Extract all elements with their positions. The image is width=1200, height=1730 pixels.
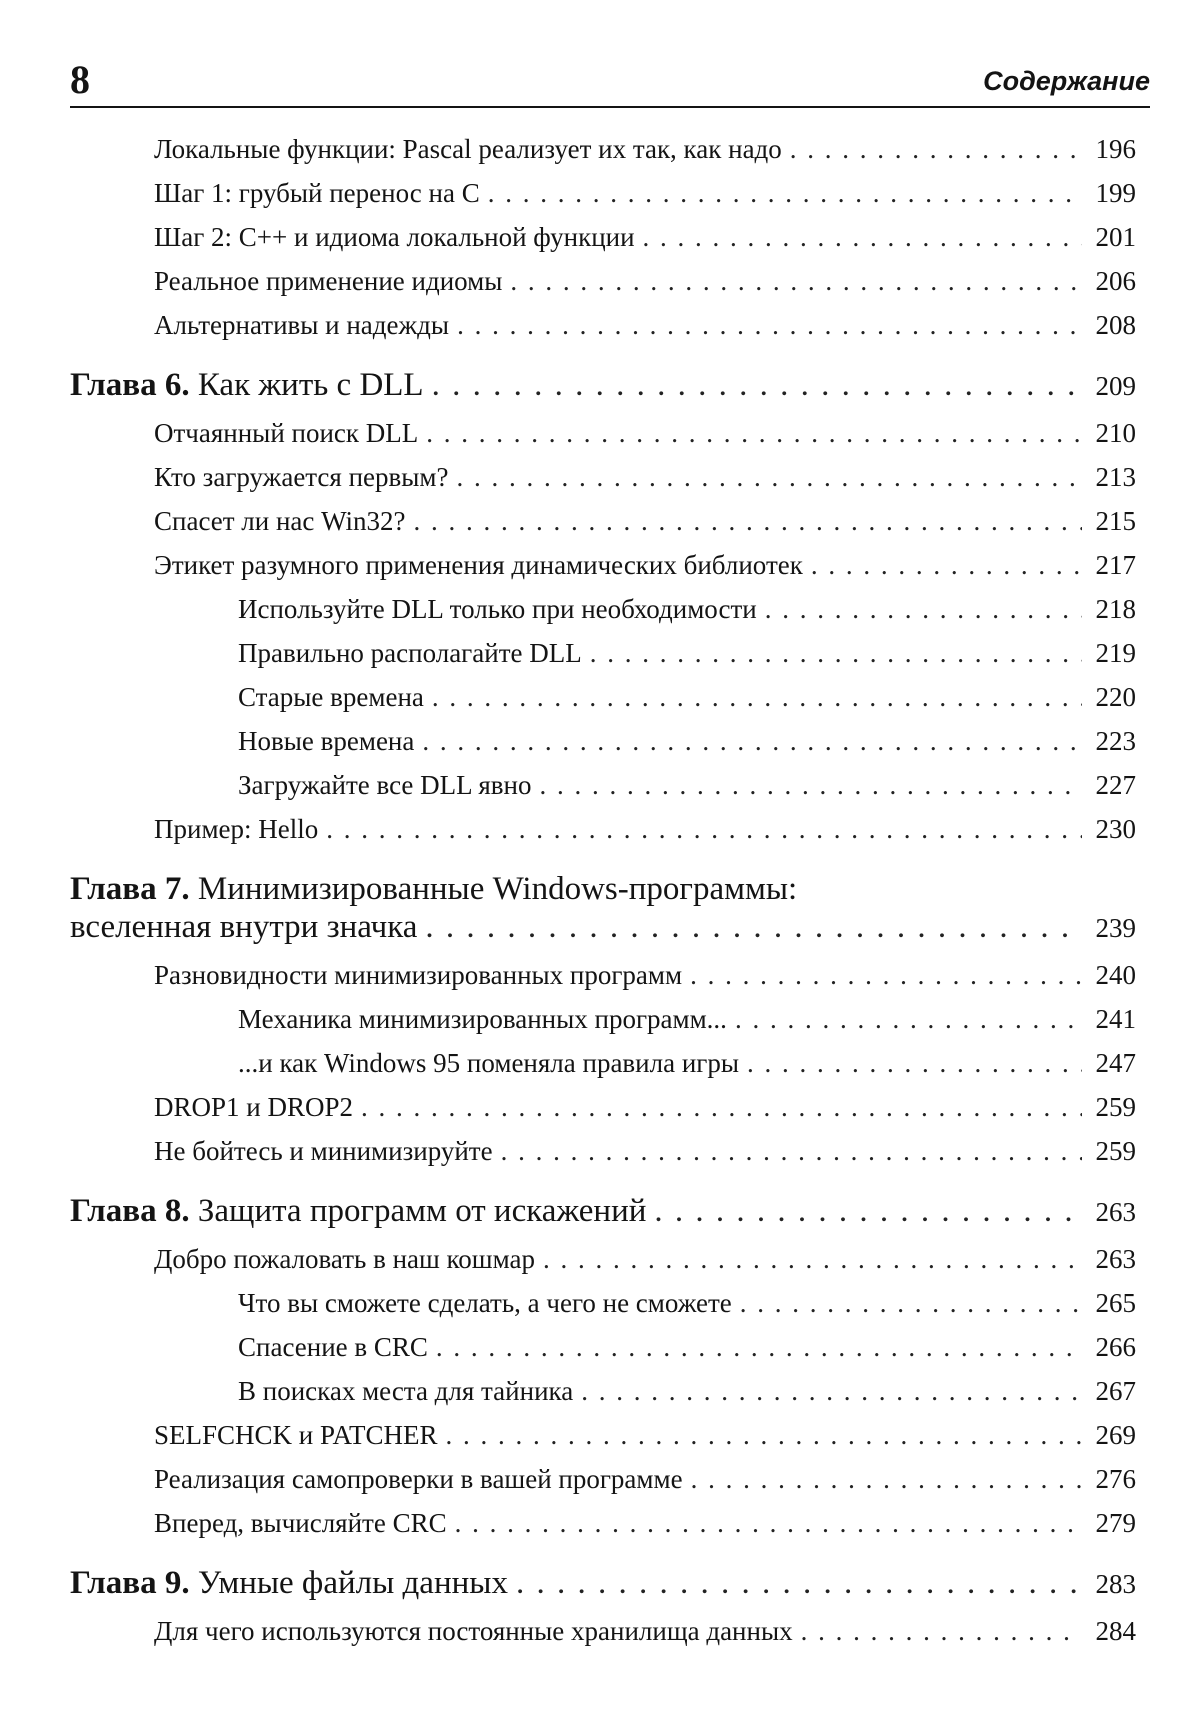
dot-leader	[581, 1374, 1082, 1408]
toc-entry-title: Добро пожаловать в наш кошмар	[154, 1244, 535, 1274]
page-header	[70, 58, 1150, 110]
dot-leader	[747, 1046, 1082, 1080]
page-number: 8	[70, 57, 90, 102]
dot-leader	[811, 548, 1082, 582]
chapter-page: 209	[1095, 371, 1136, 401]
chapter-label: Глава 9.	[70, 1565, 190, 1601]
table-of-contents	[70, 132, 1136, 1658]
toc-entry	[70, 958, 1136, 1002]
dot-leader	[801, 1614, 1082, 1648]
toc-subentry	[70, 1046, 1136, 1090]
toc-entry-page: 227	[1095, 770, 1136, 800]
toc-entry	[70, 1134, 1136, 1178]
toc-entry	[70, 1506, 1136, 1550]
toc-entry	[70, 176, 1136, 220]
toc-entry-page: 279	[1095, 1508, 1136, 1538]
toc-subentry	[70, 1330, 1136, 1374]
dot-leader	[456, 460, 1082, 494]
chapter-title-continued: вселенная внутри значка	[70, 909, 418, 945]
toc-entry-page: 210	[1095, 418, 1136, 448]
dot-leader	[765, 592, 1082, 626]
chapter-label: Глава 7.	[70, 871, 190, 907]
chapter-page: 283	[1095, 1569, 1136, 1599]
toc-entry-page: 263	[1095, 1244, 1136, 1274]
chapter-page: 263	[1095, 1197, 1136, 1227]
toc-entry-title: Шаг 1: грубый перенос на C	[154, 178, 480, 208]
toc-entry-page: 241	[1095, 1004, 1136, 1034]
dot-leader	[643, 220, 1082, 254]
dot-leader	[457, 308, 1082, 342]
toc-entry-page: 218	[1095, 594, 1136, 624]
toc-entry-title: Что вы сможете сделать, а чего не сможете	[238, 1288, 732, 1318]
toc-entry-title: Отчаянный поиск DLL	[154, 418, 419, 448]
chapter-9	[70, 1564, 1136, 1610]
dot-leader	[436, 1330, 1082, 1364]
chapter-heading-line1	[70, 870, 1136, 908]
dot-leader	[326, 812, 1082, 846]
chapter-title: Защита программ от искажений	[197, 1193, 647, 1229]
running-title: Содержание	[983, 66, 1150, 96]
toc-entry-title: Реализация самопроверки в вашей программе	[154, 1464, 683, 1494]
dot-leader	[361, 1090, 1082, 1124]
toc-entry-title: В поисках места для тайника	[238, 1376, 574, 1406]
toc-entry	[70, 504, 1136, 548]
dot-leader	[740, 1286, 1082, 1320]
toc-entry-title: Используйте DLL только при необходимости	[238, 594, 757, 624]
toc-entry-title: Механика минимизированных программ...	[238, 1004, 727, 1034]
chapter-page: 239	[1095, 913, 1136, 943]
toc-subentry	[70, 768, 1136, 812]
toc-entry-page: 284	[1095, 1616, 1136, 1646]
toc-entry-title: Шаг 2: C++ и идиома локальной функции	[154, 222, 635, 252]
chapter-label: Глава 6.	[70, 367, 190, 403]
toc-entry	[70, 1462, 1136, 1506]
toc-entry	[70, 812, 1136, 856]
toc-entry-title: Вперед, вычисляйте CRC	[154, 1508, 447, 1538]
dot-leader	[543, 1242, 1082, 1276]
toc-entry-page: 201	[1095, 222, 1136, 252]
toc-entry-page: 223	[1095, 726, 1136, 756]
chapter-title: Как жить с DLL	[197, 367, 424, 403]
toc-entry-page: 217	[1095, 550, 1136, 580]
dot-leader	[690, 958, 1082, 992]
toc-entry-page: 215	[1095, 506, 1136, 536]
toc-entry-title: Старые времена	[238, 682, 424, 712]
toc-entry	[70, 264, 1136, 308]
toc-entry	[70, 460, 1136, 504]
chapter-title: Умные файлы данных	[197, 1565, 508, 1601]
toc-entry-page: 267	[1095, 1376, 1136, 1406]
toc-subentry	[70, 724, 1136, 768]
toc-entry-page: 219	[1095, 638, 1136, 668]
toc-entry	[70, 548, 1136, 592]
dot-leader	[455, 1506, 1082, 1540]
dot-leader	[691, 1462, 1082, 1496]
dot-leader	[432, 680, 1082, 714]
toc-entry-page: 266	[1095, 1332, 1136, 1362]
toc-entry-page: 247	[1095, 1048, 1136, 1078]
dot-leader	[654, 1192, 1082, 1230]
toc-entry-title: Для чего используются постоянные хранилища данных	[154, 1616, 793, 1646]
toc-entry-title: Новые времена	[238, 726, 415, 756]
toc-entry-page: 276	[1095, 1464, 1136, 1494]
toc-entry-page: 230	[1095, 814, 1136, 844]
chapter-heading	[70, 366, 1136, 412]
toc-entry-title: DROP1 и DROP2	[154, 1092, 353, 1122]
toc-entry-title: Разновидности минимизированных программ	[154, 960, 683, 990]
dot-leader	[501, 1134, 1082, 1168]
toc-subentry	[70, 592, 1136, 636]
chapter-heading	[70, 1192, 1136, 1238]
chapter-8	[70, 1192, 1136, 1238]
toc-entry-page: 208	[1095, 310, 1136, 340]
dot-leader	[510, 264, 1082, 298]
toc-entry-title: Правильно располагайте DLL	[238, 638, 582, 668]
toc-entry-page: 206	[1095, 266, 1136, 296]
dot-leader	[539, 768, 1082, 802]
toc-entry-page: 265	[1095, 1288, 1136, 1318]
toc-entry	[70, 220, 1136, 264]
toc-entry-title: Локальные функции: Pascal реализует их так, как надо	[154, 134, 782, 164]
toc-entry	[70, 416, 1136, 460]
chapter-heading	[70, 1564, 1136, 1610]
dot-leader	[488, 176, 1082, 210]
dot-leader	[414, 504, 1082, 538]
chapter-label: Глава 8.	[70, 1193, 190, 1229]
dot-leader	[422, 724, 1082, 758]
toc-entry-page: 199	[1095, 178, 1136, 208]
toc-entry-title: Альтернативы и надежды	[154, 310, 450, 340]
toc-subentry	[70, 1286, 1136, 1330]
dot-leader	[735, 1002, 1082, 1036]
chapter-title: Минимизированные Windows-программы:	[197, 871, 798, 907]
toc-entry-page: 220	[1095, 682, 1136, 712]
toc-entry-title: Загружайте все DLL явно	[238, 770, 532, 800]
toc-subentry	[70, 636, 1136, 680]
toc-entry-title: ...и как Windows 95 поменяла правила игры	[238, 1048, 740, 1078]
dot-leader	[516, 1564, 1082, 1602]
toc-entry-title: Реальное применение идиомы	[154, 266, 503, 296]
dot-leader	[790, 132, 1082, 166]
dot-leader	[446, 1418, 1082, 1452]
toc-entry	[70, 1418, 1136, 1462]
toc-entry-title: Пример: Hello	[154, 814, 319, 844]
dot-leader	[425, 908, 1082, 946]
toc-entry-title: SELFCHCK и PATCHER	[154, 1420, 438, 1450]
toc-entry-title: Спасение в CRC	[238, 1332, 428, 1362]
toc-subentry	[70, 680, 1136, 724]
dot-leader	[432, 366, 1082, 404]
toc-entry-page: 213	[1095, 462, 1136, 492]
toc-subentry	[70, 1002, 1136, 1046]
toc-entry-page: 196	[1095, 134, 1136, 164]
toc-entry-title: Спасет ли нас Win32?	[154, 506, 406, 536]
chapter-6	[70, 366, 1136, 412]
toc-entry	[70, 1090, 1136, 1134]
toc-subentry	[70, 1374, 1136, 1418]
dot-leader	[590, 636, 1082, 670]
toc-entry-page: 259	[1095, 1136, 1136, 1166]
toc-entry-title: Этикет разумного применения динамических библиотек	[154, 550, 803, 580]
toc-entry	[70, 1614, 1136, 1658]
toc-entry-page: 240	[1095, 960, 1136, 990]
toc-entry-title: Не бойтесь и минимизируйте	[154, 1136, 493, 1166]
toc-entry-page: 269	[1095, 1420, 1136, 1450]
toc-entry	[70, 308, 1136, 352]
toc-entry	[70, 1242, 1136, 1286]
toc-entry	[70, 132, 1136, 176]
chapter-7	[70, 870, 1136, 954]
chapter-heading-line2	[70, 908, 1136, 954]
dot-leader	[426, 416, 1082, 450]
toc-entry-page: 259	[1095, 1092, 1136, 1122]
toc-entry-title: Кто загружается первым?	[154, 462, 449, 492]
header-rule	[70, 106, 1150, 108]
